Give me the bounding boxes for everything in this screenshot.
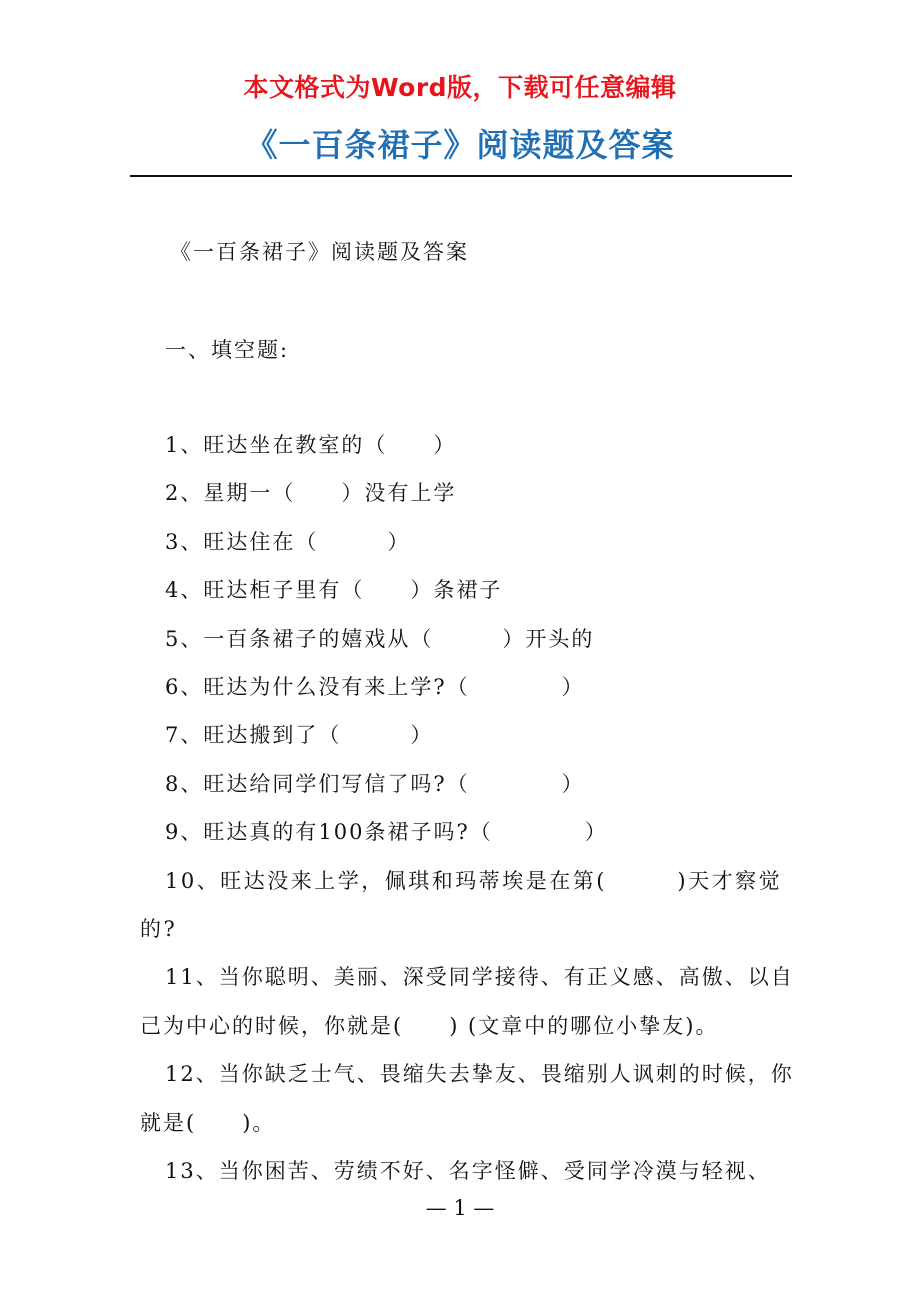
question-12: 12、当你缺乏士气、畏缩失去挚友、畏缩别人讽刺的时候，你就是( )。 [140, 1062, 794, 1135]
subtitle: 《一百条裙子》阅读题及答案 [170, 240, 469, 264]
question-1: 1、旺达坐在教室的（ ） [165, 433, 457, 457]
question-11: 11、当你聪明、美丽、深受同学接待、有正义感、高傲、以自己为中心的时候，你就是( ) (文章中的哪位小挚友)。 [140, 965, 794, 1038]
question-6: 6、旺达为什么没有来上学?（ ） [165, 675, 585, 700]
question-3: 3、旺达住在（ ） [165, 529, 411, 554]
question-10: 10、旺达没来上学，佩琪和玛蒂埃是在第( )天才察觉的? [140, 868, 783, 942]
page-number: — 1 — [425, 1196, 495, 1220]
format-banner: 本文格式为Word版，下载可任意编辑 [243, 73, 677, 102]
document-title: 《一百条裙子》阅读题及答案 [245, 126, 675, 164]
question-4: 4、旺达柜子里有（ ）条裙子 [165, 578, 503, 603]
question-list [140, 421, 800, 1196]
section-heading: 一、填空题: [165, 338, 290, 362]
question-5: 5、一百条裙子的嬉戏从（ ）开头的 [165, 626, 595, 651]
question-9: 9、旺达真的有100条裙子吗?（ ） [165, 820, 608, 845]
question-2: 2、星期一（ ）没有上学 [165, 481, 457, 506]
title-divider [130, 175, 792, 177]
question-7: 7、旺达搬到了（ ） [165, 723, 434, 748]
question-8: 8、旺达给同学们写信了吗?（ ） [165, 771, 585, 796]
question-13: 13、当你困苦、劳绩不好、名字怪僻、受同学冷漠与轻视、 [165, 1159, 771, 1184]
